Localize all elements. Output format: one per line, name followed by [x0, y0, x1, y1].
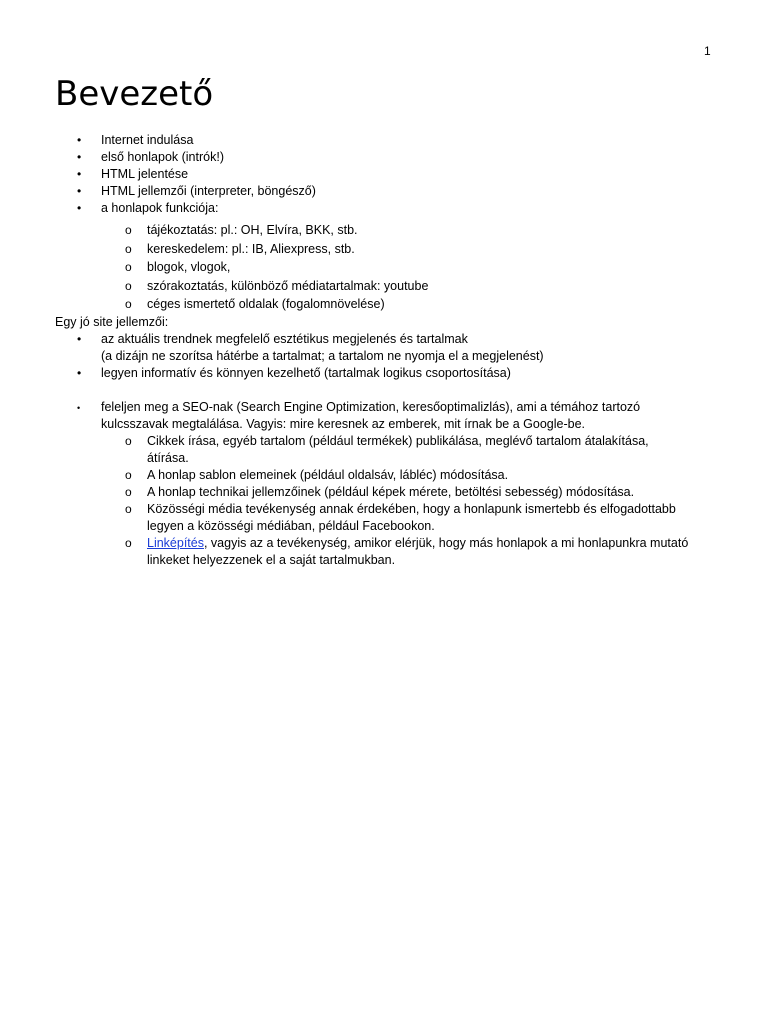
circle-bullet-icon: o	[125, 467, 132, 482]
list-item: • első honlapok (intrók!)	[77, 150, 224, 164]
circle-bullet-icon: o	[125, 297, 132, 311]
sub-list-item-continuation: átírása.	[147, 450, 189, 465]
sub-list-item: o blogok, vlogok,	[0, 258, 768, 277]
list-item: • feleljen meg a SEO-nak (Search Engine Optimization, keresőoptimalizlás), ami a témához tartozó	[0, 399, 768, 416]
page-number: 1	[704, 44, 711, 58]
sub-list-item: o A honlap technikai jellemzőinek (például képek mérete, betöltési sebesség) módosítása.	[125, 484, 635, 499]
list-item: • a honlapok funkciója:	[77, 201, 219, 215]
section-heading: Egy jó site jellemzői:	[55, 314, 169, 329]
sub-list-item-continuation: legyen a közösségi médiában, például Facebookon.	[147, 518, 435, 533]
document-body	[0, 132, 768, 569]
circle-bullet-icon: o	[125, 501, 132, 516]
circle-bullet-icon: o	[125, 433, 132, 448]
list-item: • HTML jelentése	[77, 167, 189, 181]
circle-bullet-icon: o	[125, 223, 132, 237]
circle-bullet-icon: o	[125, 260, 132, 274]
circle-bullet-icon: o	[125, 535, 132, 550]
sub-list-item: o Közösségi média tevékenység annak érdekében, hogy a honlapunk ismertebb és elfogadottabb	[125, 501, 676, 516]
list-item: • az aktuális trendnek megfelelő esztétikus megjelenés és tartalmak	[77, 331, 468, 346]
list-item: • HTML jellemzői (interpreter, böngésző)	[77, 184, 316, 198]
list-item: • legyen informatív és könnyen kezelhető (tartalmak logikus csoportosítása)	[77, 365, 511, 380]
circle-bullet-icon: o	[125, 278, 132, 293]
circle-bullet-icon: o	[125, 241, 132, 256]
sub-list-item: o szórakoztatás, különböző médiatartalmak: youtube	[0, 277, 768, 296]
list-item-continuation: kulcsszavak megtalálása. Vagyis: mire keresnek az emberek, mit írnak be a Google-be.	[101, 416, 586, 431]
bullet-icon: •	[77, 184, 82, 198]
sub-list-item-continuation: linkeket helyezzenek el a saját tartalmukban.	[147, 552, 396, 567]
list-item-continuation: (a dizájn ne szorítsa hátérbe a tartalmat; a tartalom ne nyomja el a megjelenést)	[101, 348, 544, 363]
page-title: Bevezető	[55, 74, 214, 114]
sub-list-item: o tájékoztatás: pl.: OH, Elvíra, BKK, stb.	[0, 221, 768, 240]
sub-list-item: o kereskedelem: pl.: IB, Aliexpress, stb.	[0, 240, 768, 259]
circle-bullet-icon: o	[125, 484, 132, 499]
bullet-icon: •	[77, 150, 82, 164]
link-building-link[interactable]: Linképítés	[147, 535, 204, 550]
bullet-icon: •	[77, 365, 82, 380]
bullet-icon: •	[77, 167, 82, 181]
bullet-icon: •	[77, 201, 82, 215]
sub-list-item: o A honlap sablon elemeinek (például oldalsáv, lábléc) módosítása.	[125, 467, 509, 482]
sub-list-item: o céges ismertető oldalak (fogalomnövelése)	[0, 295, 768, 314]
bullet-icon: •	[77, 402, 81, 413]
sub-list-item: o Linképítés, vagyis az a tevékenység, amikor elérjük, hogy más honlapok a mi honlapunkra mutató	[125, 535, 689, 550]
list-item: • Internet indulása	[77, 133, 194, 147]
bullet-icon: •	[77, 133, 82, 147]
sub-list-item: o Cikkek írása, egyéb tartalom (például termékek) publikálása, meglévő tartalom átalakítása,	[125, 433, 649, 448]
bullet-icon: •	[77, 331, 82, 346]
